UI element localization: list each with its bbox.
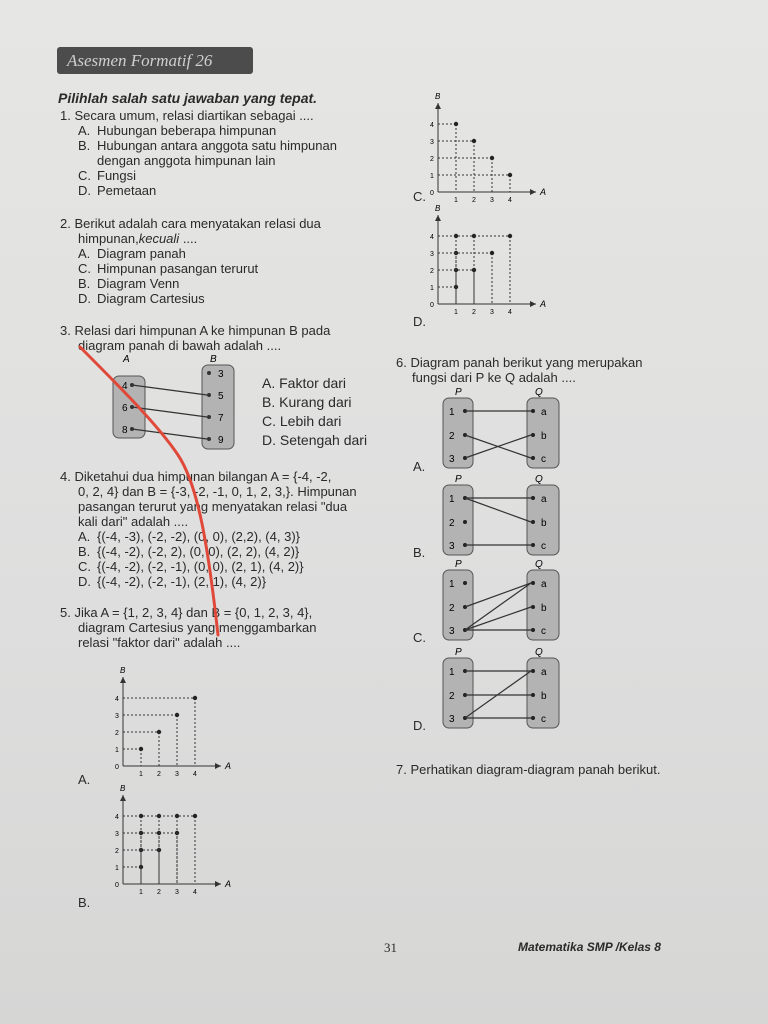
q5-cartesius-c xyxy=(420,88,555,206)
q5-option-b-label[interactable]: B. xyxy=(78,895,91,910)
data-point xyxy=(193,814,197,818)
p-value: 2 xyxy=(449,431,455,442)
q-dot xyxy=(531,409,535,413)
y-tick-label: 0 xyxy=(430,302,434,309)
data-point xyxy=(490,251,494,255)
axes xyxy=(438,103,536,192)
q3-option-c[interactable]: C. Lebih dari xyxy=(262,413,342,429)
y-tick-label: 0 xyxy=(115,764,119,771)
q1-option-d[interactable]: D. Pemetaan xyxy=(78,183,157,198)
question-3: 3. Relasi dari himpunan A ke himpunan B pada diagram panah di bawah adalah .... xyxy=(60,323,331,353)
x-tick-label: 3 xyxy=(490,309,494,316)
x-axis-label: A xyxy=(225,761,232,771)
y-axis-label: B xyxy=(120,666,126,675)
data-point xyxy=(175,713,179,717)
p-value: 3 xyxy=(449,541,455,552)
data-point xyxy=(454,122,458,126)
red-pen-mark xyxy=(78,345,228,645)
y-axis-label: B xyxy=(435,204,441,213)
x-arrowhead xyxy=(215,881,221,887)
p-value: 3 xyxy=(449,626,455,637)
q6-arrow-diagram-d xyxy=(435,645,565,730)
q4-option-d[interactable]: D. {(-4, -2), (-2, -1), (2, 1), (4, 2)} xyxy=(78,574,267,589)
q-value: a xyxy=(541,494,547,505)
y-tick-label: 0 xyxy=(115,882,119,889)
p-value: 1 xyxy=(449,494,455,505)
data-point xyxy=(157,730,161,734)
x-tick-label: 2 xyxy=(472,197,476,204)
question-1: 1. Secara umum, relasi diartikan sebagai .... A. Hubungan beberapa himpunan B. Hubungan antara anggota satu himpunan dengan anggota himpunan lain C. Fungsi D. Pemetaan xyxy=(60,108,380,198)
question-4: 4. Diketahui dua himpunan bilangan A = {-4, -2, 0, 2, 4} dan B = {-3, -2, -1, 0, 1, 2, 3,}. Himpunan pasangan terurut yang menyatakan relasi "dua kali dari" adalah .... A. {(-4, -3), (-2, -2), (0, 0), (2,2), (4, 3)} B. {(-4, -2), (-2, 2), (0, 0), (2, 2), (4, 2)} C. {(-4, -2), (-2, -1), (0, 0), (2, 1), (4, 2)} D. {(-4, -2), (-2, -1), (2, 1), (4, 2)} xyxy=(60,469,380,589)
y-tick-label: 2 xyxy=(430,268,434,275)
set-b-label: B xyxy=(210,354,217,365)
q-value: a xyxy=(541,667,547,678)
q-dot xyxy=(531,581,535,585)
set-p-label: P xyxy=(455,387,462,398)
section-banner: Asesmen Formatif 26 xyxy=(57,47,253,74)
set-q-label: Q xyxy=(535,474,543,485)
question-5: 5. Jika A = {1, 2, 3, 4} dan B = {0, 1, 2, 3, 4}, diagram Cartesius yang menggambarkan relasi "faktor dari" adalah .... xyxy=(60,605,317,650)
mapping-arrow xyxy=(465,583,531,607)
q2-option-a[interactable]: A. Diagram panah xyxy=(78,246,186,261)
question-2: 2. Berikut adalah cara menyatakan relasi dua himpunan,kecuali .... A. Diagram panah C. Himpunan pasangan terurut B. Diagram Venn D. Diagram Cartesius xyxy=(60,216,380,306)
x-tick-label: 4 xyxy=(508,197,512,204)
y-tick-label: 2 xyxy=(115,730,119,737)
q-dot xyxy=(531,543,535,547)
a-value-8: 8 xyxy=(122,425,128,436)
q-dot xyxy=(531,433,535,437)
q-value: b xyxy=(541,431,547,442)
b-value-7: 7 xyxy=(218,413,224,424)
y-tick-label: 1 xyxy=(115,865,119,872)
set-q-label: Q xyxy=(535,559,543,570)
q6-option-a-label[interactable]: A. xyxy=(413,459,426,474)
q6-option-d-label[interactable]: D. xyxy=(413,718,426,733)
axes xyxy=(123,795,221,884)
p-value: 2 xyxy=(449,691,455,702)
q-value: c xyxy=(541,541,546,552)
x-tick-label: 2 xyxy=(472,309,476,316)
q-value: b xyxy=(541,518,547,529)
q6-option-c-label[interactable]: C. xyxy=(413,630,426,645)
q3-option-a[interactable]: A. Faktor dari xyxy=(262,375,347,391)
y-arrowhead xyxy=(120,795,126,801)
p-value: 3 xyxy=(449,454,455,465)
q3-option-d[interactable]: D. Setengah dari xyxy=(262,432,368,448)
q-value: c xyxy=(541,714,546,725)
book-title: Matematika SMP /Kelas 8 xyxy=(518,940,661,954)
y-tick-label: 2 xyxy=(115,848,119,855)
b-value-9: 9 xyxy=(218,435,224,446)
data-point xyxy=(508,234,512,238)
set-a-label: A xyxy=(123,354,130,365)
p-value: 2 xyxy=(449,518,455,529)
q5-option-d-label[interactable]: D. xyxy=(413,314,426,329)
set-p-oval xyxy=(443,398,473,468)
axes xyxy=(123,677,221,766)
y-tick-label: 3 xyxy=(430,139,434,146)
q-value: a xyxy=(541,579,547,590)
mapping-arrow xyxy=(465,607,531,630)
y-tick-label: 4 xyxy=(430,122,434,129)
q-dot xyxy=(531,716,535,720)
y-arrowhead xyxy=(435,215,441,221)
a-value-4: 4 xyxy=(122,381,128,392)
q-dot xyxy=(531,605,535,609)
x-arrowhead xyxy=(530,301,536,307)
q-dot xyxy=(531,456,535,460)
q5-option-c-label[interactable]: C. xyxy=(413,189,426,204)
set-q-label: Q xyxy=(535,387,543,398)
data-point xyxy=(508,173,512,177)
y-tick-label: 2 xyxy=(430,156,434,163)
y-tick-label: 0 xyxy=(430,190,434,197)
q3-option-b[interactable]: B. Kurang dari xyxy=(262,394,352,410)
x-arrowhead xyxy=(530,189,536,195)
q4-option-a[interactable]: A. {(-4, -3), (-2, -2), (0, 0), (2,2), (4, 3)} xyxy=(78,529,300,544)
x-tick-label: 2 xyxy=(157,889,161,896)
q3-options xyxy=(262,374,367,450)
q1-option-b-cont: dengan anggota himpunan lain xyxy=(97,153,276,168)
q-value: c xyxy=(541,454,546,465)
a-value-6: 6 xyxy=(122,403,128,414)
y-tick-label: 4 xyxy=(115,814,119,821)
q5-cartesius-a xyxy=(105,662,240,780)
question-1-text: Secara umum, relasi diartikan sebagai .... xyxy=(74,108,314,123)
q5-option-a-label[interactable]: A. xyxy=(78,772,91,787)
b-value-3: 3 xyxy=(218,369,224,380)
set-q-label: Q xyxy=(535,647,543,658)
p-dot xyxy=(463,581,467,585)
x-axis-label: A xyxy=(540,187,547,197)
y-tick-label: 1 xyxy=(430,285,434,292)
x-tick-label: 1 xyxy=(454,197,458,204)
instruction: Pilihlah salah satu jawaban yang tepat. xyxy=(58,90,318,106)
x-arrowhead xyxy=(215,763,221,769)
y-arrowhead xyxy=(120,677,126,683)
p-value: 3 xyxy=(449,714,455,725)
q-dot xyxy=(531,669,535,673)
p-value: 2 xyxy=(449,603,455,614)
p-dot xyxy=(463,520,467,524)
b-value-5: 5 xyxy=(218,391,224,402)
q-value: c xyxy=(541,626,546,637)
q4-option-b[interactable]: B. {(-4, -2), (-2, 2), (0, 0), (2, 2), (4, 2)} xyxy=(78,544,300,559)
q2-option-c[interactable]: C. Himpunan pasangan terurut xyxy=(78,261,259,276)
x-tick-label: 1 xyxy=(454,309,458,316)
q-dot xyxy=(531,628,535,632)
page-number: 31 xyxy=(384,940,397,955)
x-tick-label: 2 xyxy=(157,771,161,778)
y-axis-label: B xyxy=(435,92,441,101)
set-p-label: P xyxy=(455,647,462,658)
q1-option-a[interactable]: A. Hubungan beberapa himpunan xyxy=(78,123,277,138)
question-7: 7. Perhatikan diagram-diagram panah berikut. xyxy=(396,762,661,777)
data-point xyxy=(139,747,143,751)
q-value: b xyxy=(541,603,547,614)
y-axis-label: B xyxy=(120,784,126,793)
x-axis-label: A xyxy=(225,879,232,889)
q1-option-b[interactable]: B. Hubungan antara anggota satu himpunan xyxy=(78,138,337,153)
x-tick-label: 4 xyxy=(193,889,197,896)
y-tick-label: 4 xyxy=(115,696,119,703)
mapping-arrow xyxy=(465,498,531,522)
y-tick-label: 1 xyxy=(430,173,434,180)
question-6: 6. Diagram panah berikut yang merupakan fungsi dari P ke Q adalah .... xyxy=(396,355,643,385)
x-tick-label: 4 xyxy=(193,771,197,778)
q2-option-d[interactable]: D. Diagram Cartesius xyxy=(78,291,205,306)
y-tick-label: 1 xyxy=(115,747,119,754)
q6-arrow-diagram-b xyxy=(435,472,565,557)
q2-option-b[interactable]: B. Diagram Venn xyxy=(78,276,180,291)
q-dot xyxy=(531,520,535,524)
q5-cartesius-d xyxy=(420,200,570,318)
p-value: 1 xyxy=(449,579,455,590)
set-p-label: P xyxy=(455,474,462,485)
set-p-label: P xyxy=(455,559,462,570)
x-tick-label: 3 xyxy=(175,889,179,896)
data-point xyxy=(472,139,476,143)
q6-arrow-diagram-c xyxy=(435,557,565,642)
q1-option-c[interactable]: C. Fungsi xyxy=(78,168,137,183)
y-tick-label: 3 xyxy=(115,713,119,720)
y-tick-label: 3 xyxy=(430,251,434,258)
q-value: b xyxy=(541,691,547,702)
q5-cartesius-b xyxy=(105,780,240,898)
q-dot xyxy=(531,693,535,697)
q6-option-b-label[interactable]: B. xyxy=(413,545,426,560)
y-arrowhead xyxy=(435,103,441,109)
mapping-arrow xyxy=(465,583,531,630)
q-value: a xyxy=(541,407,547,418)
x-tick-label: 3 xyxy=(490,197,494,204)
question-2-line1: Berikut adalah cara menyatakan relasi dua xyxy=(74,216,321,231)
axes xyxy=(438,215,536,304)
y-tick-label: 4 xyxy=(430,234,434,241)
p-value: 1 xyxy=(449,667,455,678)
x-axis-label: A xyxy=(540,299,547,309)
q-dot xyxy=(531,496,535,500)
p-value: 1 xyxy=(449,407,455,418)
q4-option-c[interactable]: C. {(-4, -2), (-2, -1), (0, 0), (2, 1), (4, 2)} xyxy=(78,559,304,574)
data-point xyxy=(490,156,494,160)
data-point xyxy=(193,696,197,700)
x-tick-label: 3 xyxy=(175,771,179,778)
x-tick-label: 1 xyxy=(139,771,143,778)
x-tick-label: 4 xyxy=(508,309,512,316)
x-tick-label: 1 xyxy=(139,889,143,896)
q6-arrow-diagram-a xyxy=(435,385,565,470)
y-tick-label: 3 xyxy=(115,831,119,838)
